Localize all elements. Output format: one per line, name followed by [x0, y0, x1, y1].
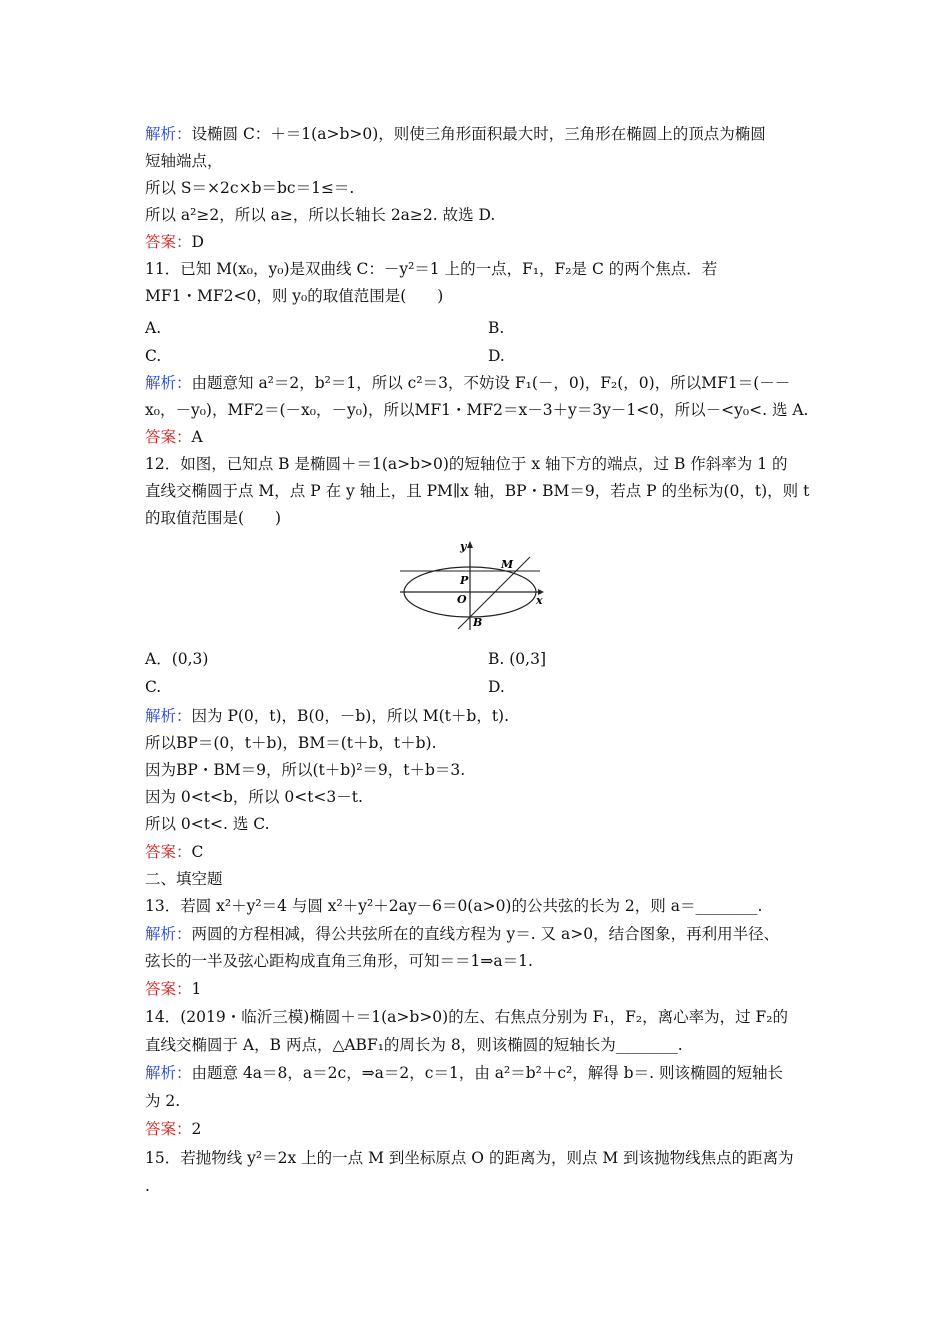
q12-option-b: B. (0,3]	[488, 650, 546, 668]
solution-label: 解析：	[145, 925, 192, 943]
ellipse-figure	[400, 536, 550, 632]
question-15-line-2: .	[145, 1177, 150, 1195]
solution-text: 设椭圆 C：＋＝1(a>b>0)，则使三角形面积最大时，三角形在椭圆上的顶点为椭圆	[191, 125, 766, 143]
solution-label: 解析：	[145, 374, 192, 392]
solution-line	[145, 373, 815, 393]
label-b: B	[473, 616, 483, 629]
answer-label: 答案：	[145, 1120, 192, 1138]
answer-text: 1	[191, 980, 202, 998]
q12-option-a: A．(0,3)	[145, 650, 209, 668]
solution-text: 两圆的方程相减，得公共弦所在的直线方程为 y＝. 又 a>0，结合图象，再利用半径、	[191, 925, 780, 943]
solution-text: 因为 P(0，t)，B(0，－b)，所以 M(t＋b，t).	[191, 707, 510, 725]
answer-line	[145, 979, 815, 999]
label-o: O	[457, 593, 467, 606]
text-line: 所以 S＝×2c×b＝bc＝1≤＝.	[145, 179, 355, 197]
solution-line	[145, 924, 815, 944]
answer-text: C	[191, 843, 204, 861]
text-line: x₀，－y₀)，MF2＝(－x₀，－y₀)，所以MF1・MF2＝x－3＋y＝3y－1<0，所以－<y₀<. 选 A.	[145, 401, 809, 419]
text-line: 所以 a²≥2，所以 a≥，所以长轴长 2a≥2. 故选 D.	[145, 206, 496, 224]
q12-option-c: C.	[145, 678, 162, 696]
text-line: 为 2.	[145, 1092, 181, 1110]
solution-text: 由题意知 a²＝2，b²＝1，所以 c²＝3，不妨设 F₁(－，0)，F₂(，0)，所以MF1＝(－－	[191, 374, 791, 392]
q11-option-a: A.	[145, 319, 162, 337]
solution-text: 由题意 4a＝8，a＝2c，⇒a＝2，c＝1，由 a²＝b²＋c²，解得 b＝. 则该椭圆的短轴长	[191, 1064, 783, 1082]
answer-line	[145, 427, 815, 447]
text-line: 因为BP・BM＝9，所以(t＋b)²＝9，t＋b＝3.	[145, 761, 466, 779]
answer-label: 答案：	[145, 233, 192, 251]
solution-label: 解析：	[145, 125, 192, 143]
label-p: P	[460, 574, 469, 587]
answer-text: A	[191, 428, 203, 446]
answer-line	[145, 1119, 815, 1139]
answer-label: 答案：	[145, 843, 192, 861]
q11-option-b: B.	[488, 319, 505, 337]
solution-line	[145, 124, 815, 144]
text-line: 短轴端点，	[145, 152, 223, 170]
solution-line	[145, 706, 815, 726]
text-line: 所以BP＝(0，t＋b)，BM＝(t＋b，t＋b).	[145, 734, 437, 752]
answer-label: 答案：	[145, 980, 192, 998]
question-11-line-2: MF1・MF2<0，则 y₀的取值范围是( )	[145, 287, 444, 305]
section-heading: 二、填空题	[145, 870, 223, 888]
answer-text: D	[191, 233, 204, 251]
label-m: M	[501, 558, 514, 571]
line-bm	[458, 557, 530, 629]
answer-text: 2	[191, 1120, 202, 1138]
question-12-line-2: 直线交椭圆于点 M，点 P 在 y 轴上，且 PM∥x 轴，BP・BM＝9，若点 P 的坐标为(0，t)，则 t	[145, 482, 810, 500]
question-15-line-1: 15．若抛物线 y²＝2x 上的一点 M 到坐标原点 O 的距离为，则点 M 到该抛物线焦点的距离为	[145, 1149, 794, 1167]
question-13-line-1: 13．若圆 x²＋y²＝4 与圆 x²＋y²＋2ay－6＝0(a>0)的公共弦的长为 2，则 a＝________.	[145, 897, 763, 915]
text-line: 因为 0<t<b，所以 0<t<3－t.	[145, 788, 363, 806]
q11-option-d: D.	[488, 347, 505, 365]
question-11-line-1: 11．已知 M(x₀，y₀)是双曲线 C：－y²＝1 上的一点，F₁，F₂是 C 的两个焦点．若	[145, 260, 718, 278]
question-12-line-3: 的取值范围是( )	[145, 509, 282, 527]
q12-option-d: D.	[488, 678, 505, 696]
solution-label: 解析：	[145, 707, 192, 725]
text-line: 弦长的一半及弦心距构成直角三角形，可知＝＝1⇒a＝1.	[145, 952, 533, 970]
question-14-line-2: 直线交椭圆于 A，B 两点，△ABF₁的周长为 8，则该椭圆的短轴长为________.	[145, 1036, 683, 1054]
solution-label: 解析：	[145, 1064, 192, 1082]
answer-label: 答案：	[145, 428, 192, 446]
text-line: 所以 0<t<. 选 C.	[145, 815, 270, 833]
label-x: x	[536, 594, 543, 607]
question-14-line-1: 14．(2019・临沂三模)椭圆＋＝1(a>b>0)的左、右焦点分别为 F₁，F₂，离心率为，过 F₂的	[145, 1008, 788, 1026]
question-12-line-1: 12．如图，已知点 B 是椭圆＋＝1(a>b>0)的短轴位于 x 轴下方的端点，过 B 作斜率为 1 的	[145, 455, 788, 473]
answer-line	[145, 232, 815, 252]
answer-line	[145, 842, 815, 862]
label-y: y	[460, 540, 467, 553]
ellipse-diagram	[400, 536, 550, 632]
q11-option-c: C.	[145, 347, 162, 365]
solution-line	[145, 1063, 815, 1083]
y-axis-arrow	[467, 541, 473, 548]
